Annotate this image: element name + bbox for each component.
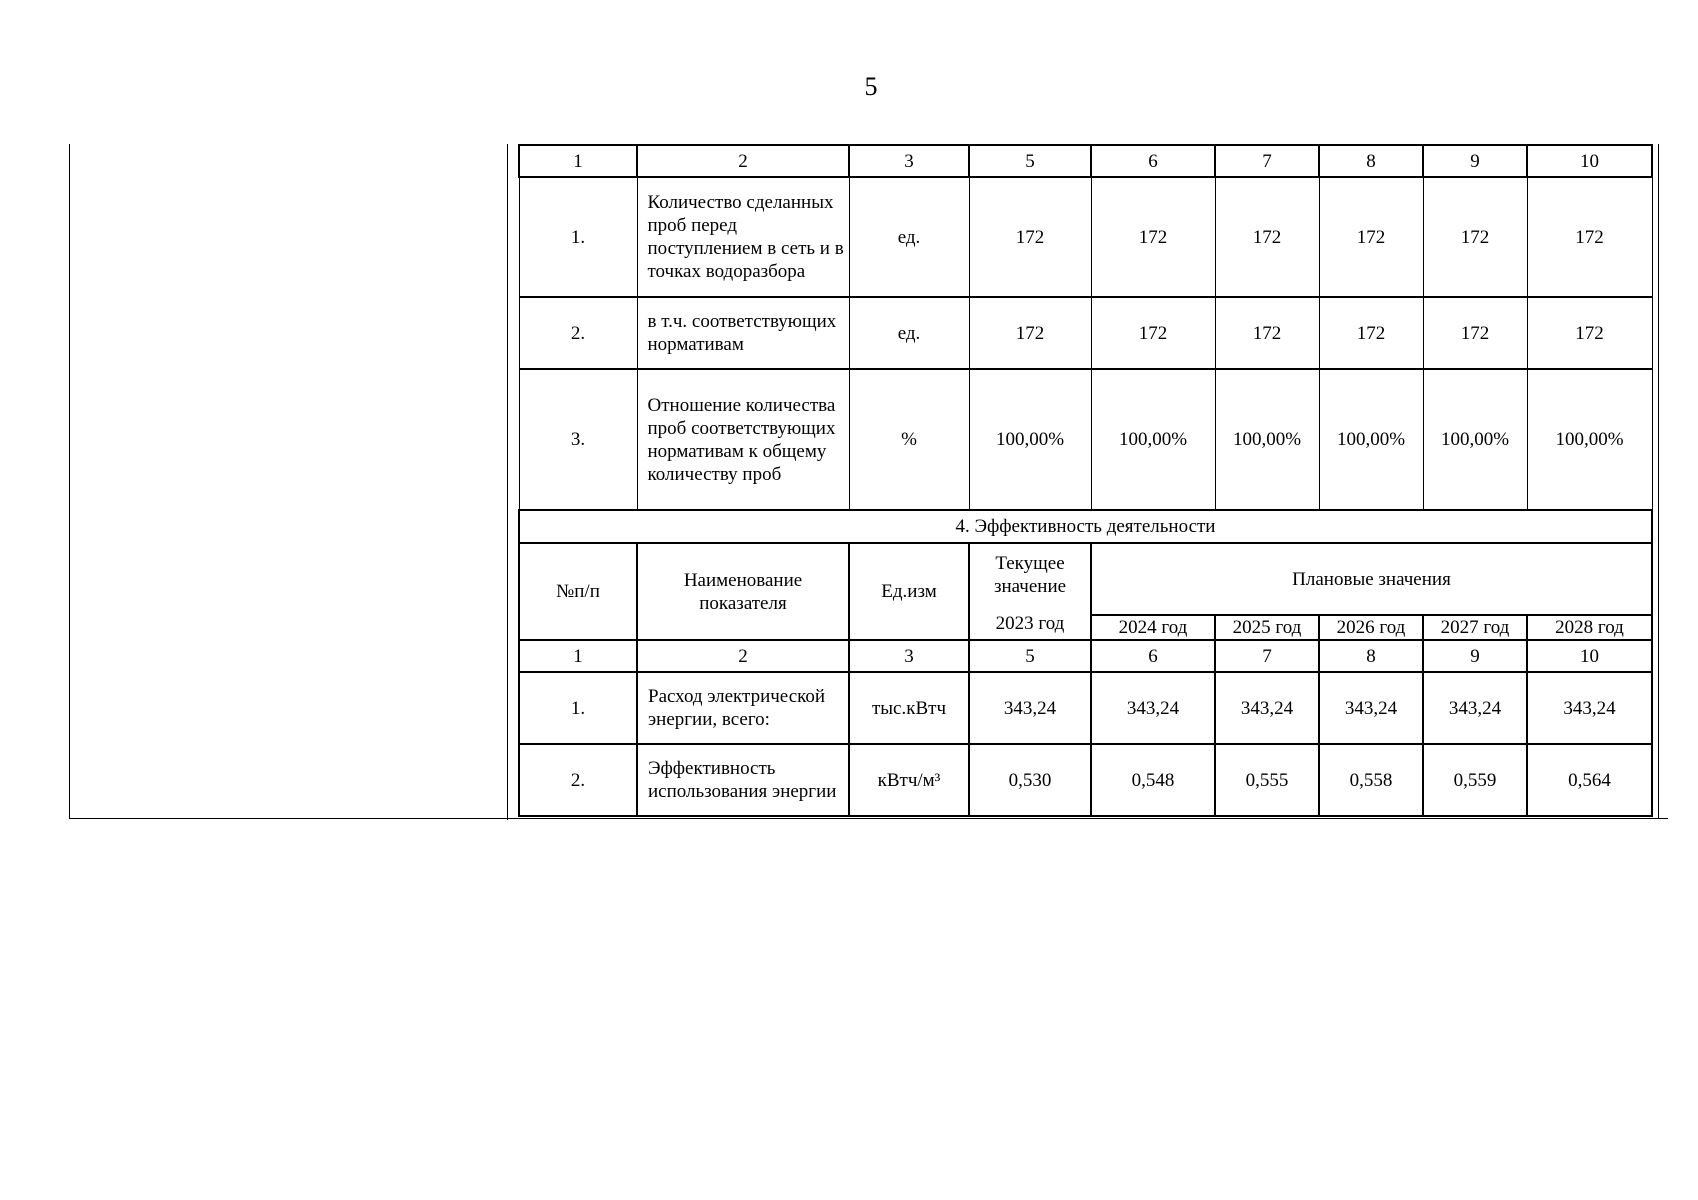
value-cell: 172 (969, 297, 1091, 369)
value-cell: 0,548 (1091, 744, 1215, 816)
page-number: 5 (864, 72, 878, 101)
header-current (969, 543, 1091, 640)
value-cell: 0,555 (1215, 744, 1319, 816)
table-row (519, 177, 1652, 297)
col-num-cell: 9 (1423, 640, 1527, 672)
value-cell: 172 (1091, 177, 1215, 297)
header-name: Наименование показателя (637, 543, 849, 640)
col-num-cell: 7 (1215, 145, 1319, 177)
col-num-cell: 7 (1215, 640, 1319, 672)
section-title: 4. Эффективность деятельности (519, 510, 1652, 543)
value-cell: 172 (1527, 297, 1652, 369)
value-cell: 100,00% (1215, 369, 1319, 510)
header-planned: Плановые значения (1091, 543, 1652, 615)
value-cell: 172 (1215, 177, 1319, 297)
frame-divider (507, 144, 508, 820)
value-cell: 343,24 (1091, 672, 1215, 744)
unit-cell: тыс.кВтч (849, 672, 969, 744)
col-num-cell: 10 (1527, 640, 1652, 672)
col-num-cell: 6 (1091, 640, 1215, 672)
value-cell: 172 (1091, 297, 1215, 369)
col-num-cell: 2 (637, 145, 849, 177)
table-row (519, 744, 1652, 816)
header-year: 2026 год (1319, 615, 1423, 640)
header-year: 2028 год (1527, 615, 1652, 640)
row-number: 1. (519, 672, 637, 744)
indicator-name: Отношение количества проб соответствующих нормативам к общему количеству проб (637, 369, 849, 510)
header-current-year: 2023 год (995, 613, 1065, 634)
header-row (519, 543, 1652, 615)
header-year: 2024 год (1091, 615, 1215, 640)
indicator-name: в т.ч. соответствующих нормативам (637, 297, 849, 369)
value-cell: 172 (1527, 177, 1652, 297)
header-year: 2027 год (1423, 615, 1527, 640)
col-num-cell: 5 (969, 640, 1091, 672)
unit-cell: ед. (849, 177, 969, 297)
col-num-cell: 1 (519, 145, 637, 177)
value-cell: 172 (1319, 297, 1423, 369)
indicator-name: Расход электрической энергии, всего: (637, 672, 849, 744)
row-number: 2. (519, 297, 637, 369)
col-num-cell: 6 (1091, 145, 1215, 177)
table-row (519, 297, 1652, 369)
value-cell: 343,24 (969, 672, 1091, 744)
column-number-row (519, 145, 1652, 177)
value-cell: 0,558 (1319, 744, 1423, 816)
value-cell: 343,24 (1215, 672, 1319, 744)
value-cell: 100,00% (1423, 369, 1527, 510)
header-spacer (970, 598, 1090, 612)
value-cell: 0,564 (1527, 744, 1652, 816)
value-cell: 172 (1423, 297, 1527, 369)
value-cell: 172 (1215, 297, 1319, 369)
col-num-cell: 2 (637, 640, 849, 672)
col-num-cell: 8 (1319, 145, 1423, 177)
value-cell: 343,24 (1319, 672, 1423, 744)
col-num-cell: 3 (849, 640, 969, 672)
table-row (519, 369, 1652, 510)
value-cell: 100,00% (1527, 369, 1652, 510)
row-number: 2. (519, 744, 637, 816)
header-current-label: Текущее значение (993, 553, 1067, 597)
value-cell: 343,24 (1527, 672, 1652, 744)
value-cell: 100,00% (969, 369, 1091, 510)
value-cell: 100,00% (1091, 369, 1215, 510)
value-cell: 100,00% (1319, 369, 1423, 510)
unit-cell: кВтч/м³ (849, 744, 969, 816)
value-cell: 172 (969, 177, 1091, 297)
section-title-row (519, 510, 1652, 543)
col-num-cell: 10 (1527, 145, 1652, 177)
column-number-row (519, 640, 1652, 672)
col-num-cell: 5 (969, 145, 1091, 177)
frame-right-border (1658, 144, 1659, 819)
row-number: 3. (519, 369, 637, 510)
col-num-cell: 1 (519, 640, 637, 672)
unit-cell: % (849, 369, 969, 510)
value-cell: 343,24 (1423, 672, 1527, 744)
col-num-cell: 9 (1423, 145, 1527, 177)
value-cell: 172 (1423, 177, 1527, 297)
value-cell: 0,530 (969, 744, 1091, 816)
value-cell: 0,559 (1423, 744, 1527, 816)
value-cell: 172 (1319, 177, 1423, 297)
indicator-name: Количество сделанных проб перед поступлением в сеть и в точках водоразбора (637, 177, 849, 297)
header-year: 2025 год (1215, 615, 1319, 640)
col-num-cell: 8 (1319, 640, 1423, 672)
table-row (519, 672, 1652, 744)
indicator-name: Эффективность использования энергии (637, 744, 849, 816)
col-num-cell: 3 (849, 145, 969, 177)
indicators-table (518, 144, 1653, 817)
row-number: 1. (519, 177, 637, 297)
header-unit: Ед.изм (849, 543, 969, 640)
header-num: №п/п (519, 543, 637, 640)
unit-cell: ед. (849, 297, 969, 369)
